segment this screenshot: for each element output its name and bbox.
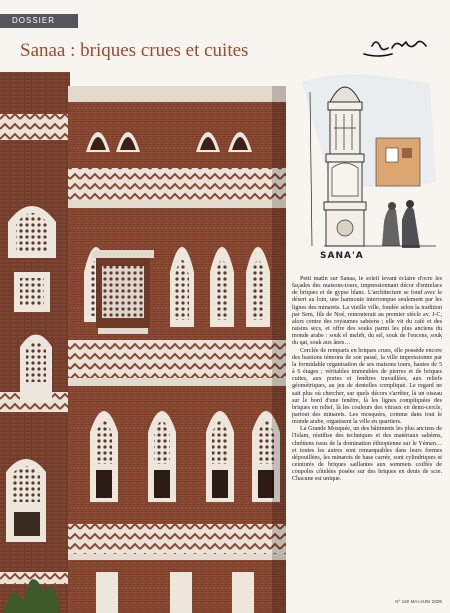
- paragraph: La Grande Mosquée, un des bâtiments les plus anciens de l'Islam, réutilise des techniques et des matériaux sabéens, chrétiens issus de la domination éthiopienne sur le Yémen… et toutes les autres sont remarquables dans leurs formes dépouillées, les minarets de base carrée, sont cylindriques et ceinturés de briques saillantes aux sommets coiffés de coupoles côtelées posées sur des briques en dents de scie. Chacune est unique.: [292, 426, 442, 483]
- minaret-sketch: [290, 32, 450, 264]
- issue-footer: N° 160 MAI-JUIN 2008: [395, 599, 442, 604]
- paragraph: Petit matin sur Sanaa, le soleil levant éclaire d'ocre les façades des maisons-tours, impressionnant décor d'entrelacs de briques et de gypse blanc. L'architecture se fond avec le désert au loin, une harmonie interrompue seulement par les lignes des minarets. La vieille ville, fondée selon la tradition par Sem, fils de Noé, remonterait au premier siècle av. J-C, alors centre des royaumes sabéens ; elle vit du café et des raisins secs, et offre des souks parmi les plus anciens du monde arabe : souk el meleh, du sel, souk de l'encens, souk du qat, souk aux ânes…: [292, 276, 442, 347]
- page-title: Sanaa : briques crues et cuites: [20, 40, 249, 61]
- paragraph: Cerclée de remparts en briques crues, elle possède encore des bastions témoins de son passé, la ville impressionne par la formidable organisation de ses maisons tours, hautes de 5 à 6 étages ; véritables immeubles de pierres et de briques cuites, aux portes et fenêtres travaillées, aux reliefs géométriques, au jeu de dentelles compliqué. Le regard ne sait plus où chercher, sur quels décors s'arrêter, là un oiseau sur le bord d'une fenêtre, là les lignes compliquées des briques en relief, là les couleurs des vitraux en demi-cercle, partout des minarets. Les mosquées, comme dans tout le monde arabe, organisent la ville en quartiers.: [292, 347, 442, 426]
- section-label: DOSSIER: [0, 14, 78, 28]
- article-body: [292, 276, 442, 586]
- signature-mark: [364, 41, 426, 56]
- sketch-caption: SANA'A: [320, 251, 364, 261]
- tower-house-photo: [0, 72, 286, 613]
